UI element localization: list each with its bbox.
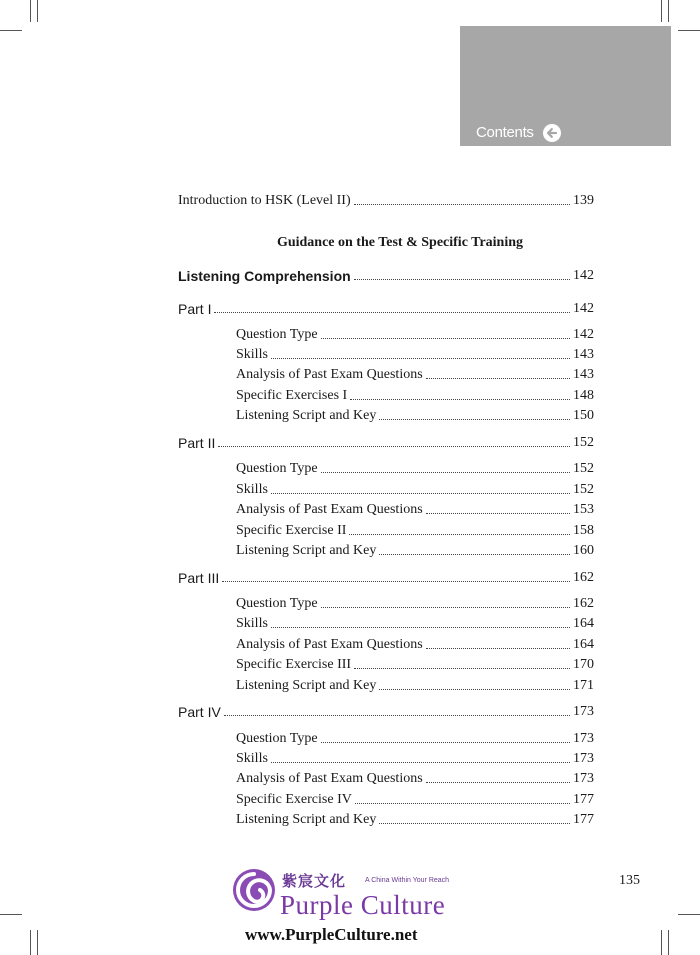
toc-part-title: Part II: [178, 435, 216, 451]
toc-item-page: 162: [573, 596, 594, 611]
section-heading: Guidance on the Test & Specific Training: [276, 235, 524, 250]
toc-listening-page: 142: [573, 268, 594, 283]
toc-part-page: 152: [573, 435, 594, 450]
dot-leader: [426, 648, 570, 649]
toc-item[interactable]: [236, 729, 594, 747]
toc-intro[interactable]: [178, 191, 594, 209]
dot-leader: [354, 204, 570, 205]
crop-mark: [668, 930, 669, 955]
crop-mark: [30, 930, 31, 955]
toc-item-page: 143: [573, 347, 594, 362]
dot-leader: [218, 446, 570, 447]
toc-part-page: 162: [573, 570, 594, 585]
dot-leader: [222, 581, 570, 582]
toc-item[interactable]: [236, 635, 594, 653]
toc-part[interactable]: [178, 433, 594, 451]
toc-item-title: Listening Script and Key: [236, 812, 377, 827]
toc-item-title: Listening Script and Key: [236, 543, 377, 558]
crop-mark: [0, 30, 22, 31]
toc-item-page: 170: [573, 657, 594, 672]
toc-item[interactable]: [236, 594, 594, 612]
logo-tagline: A China Within Your Reach: [365, 877, 450, 884]
toc-item[interactable]: [236, 406, 594, 424]
toc-part-title: Part I: [178, 301, 212, 317]
dot-leader: [321, 472, 570, 473]
back-arrow-icon[interactable]: [543, 124, 561, 142]
toc-item-page: 177: [573, 812, 594, 827]
toc-item[interactable]: [236, 769, 594, 787]
dot-leader: [379, 554, 570, 555]
toc-part-title: Part III: [178, 570, 220, 586]
toc-part-page: 142: [573, 301, 594, 316]
toc-item[interactable]: [236, 345, 594, 363]
toc-item[interactable]: [236, 386, 594, 404]
toc-item-title: Listening Script and Key: [236, 678, 377, 693]
toc-part[interactable]: [178, 299, 594, 317]
toc-item-title: Skills: [236, 482, 268, 497]
toc-item-title: Listening Script and Key: [236, 408, 377, 423]
toc-item[interactable]: [236, 325, 594, 343]
toc-item[interactable]: [236, 676, 594, 694]
dot-leader: [271, 358, 570, 359]
dot-leader: [321, 742, 570, 743]
dot-leader: [350, 399, 570, 400]
toc-intro-title: Introduction to HSK (Level II): [178, 193, 351, 208]
toc-item[interactable]: [236, 790, 594, 808]
toc-item-title: Analysis of Past Exam Questions: [236, 502, 423, 517]
dot-leader: [271, 627, 570, 628]
dot-leader: [349, 534, 570, 535]
toc-item-title: Specific Exercise II: [236, 523, 347, 538]
toc-item-page: 164: [573, 616, 594, 631]
toc-item[interactable]: [236, 480, 594, 498]
dot-leader: [321, 607, 570, 608]
toc-item[interactable]: [236, 749, 594, 767]
toc-item-title: Analysis of Past Exam Questions: [236, 637, 423, 652]
swirl-logo-icon: [230, 866, 278, 914]
page-number: 135: [619, 873, 640, 888]
toc-item-page: 142: [573, 327, 594, 342]
toc-item-title: Question Type: [236, 327, 318, 342]
dot-leader: [379, 689, 570, 690]
toc-item-title: Analysis of Past Exam Questions: [236, 771, 423, 786]
toc-item-page: 152: [573, 482, 594, 497]
toc-item-title: Question Type: [236, 461, 318, 476]
toc-part-title: Part IV: [178, 704, 221, 720]
toc-item-page: 173: [573, 731, 594, 746]
toc-item-page: 143: [573, 367, 594, 382]
toc-item[interactable]: [236, 655, 594, 673]
toc-item-title: Specific Exercise IV: [236, 792, 352, 807]
dot-leader: [379, 823, 570, 824]
toc-listening-title: Listening Comprehension: [178, 268, 351, 284]
dot-leader: [426, 513, 570, 514]
toc-item-page: 150: [573, 408, 594, 423]
toc-intro-page: 139: [573, 193, 594, 208]
toc-item-page: 177: [573, 792, 594, 807]
toc-item[interactable]: [236, 541, 594, 559]
dot-leader: [426, 782, 570, 783]
dot-leader: [271, 762, 570, 763]
toc-item-page: 158: [573, 523, 594, 538]
toc-item-page: 164: [573, 637, 594, 652]
toc-item-title: Specific Exercises I: [236, 388, 348, 403]
crop-mark: [661, 930, 662, 955]
logo-url[interactable]: www.PurpleCulture.net: [245, 925, 418, 944]
crop-mark: [678, 914, 700, 915]
toc-item[interactable]: [236, 810, 594, 828]
contents-label: Contents: [476, 124, 534, 141]
toc-item-title: Skills: [236, 347, 268, 362]
crop-mark: [0, 914, 22, 915]
dot-leader: [354, 668, 570, 669]
toc-item-title: Analysis of Past Exam Questions: [236, 367, 423, 382]
crop-mark: [661, 0, 662, 22]
crop-mark: [37, 0, 38, 22]
crop-mark: [37, 930, 38, 955]
toc-listening[interactable]: [178, 266, 594, 284]
toc-item-page: 160: [573, 543, 594, 558]
dot-leader: [426, 378, 570, 379]
toc-item-title: Skills: [236, 751, 268, 766]
toc-item-title: Specific Exercise III: [236, 657, 352, 672]
toc-item[interactable]: [236, 500, 594, 518]
toc-part[interactable]: [178, 702, 594, 720]
crop-mark: [678, 30, 700, 31]
dot-leader: [224, 715, 570, 716]
toc-item-page: 173: [573, 771, 594, 786]
toc-item-title: Skills: [236, 616, 268, 631]
dot-leader: [354, 279, 570, 280]
toc-item-page: 148: [573, 388, 594, 403]
dot-leader: [271, 493, 570, 494]
dot-leader: [355, 803, 570, 804]
dot-leader: [379, 419, 570, 420]
toc-item-page: 152: [573, 461, 594, 476]
dot-leader: [321, 338, 570, 339]
toc-item-page: 173: [573, 751, 594, 766]
dot-leader: [214, 312, 570, 313]
toc-item-page: 153: [573, 502, 594, 517]
logo-chinese-text: 紫宸文化: [282, 872, 347, 890]
toc-item[interactable]: [236, 614, 594, 632]
toc-item-title: Question Type: [236, 731, 318, 746]
toc-item-title: Question Type: [236, 596, 318, 611]
crop-mark: [30, 0, 31, 22]
toc-part-page: 173: [573, 704, 594, 719]
toc-item[interactable]: [236, 365, 594, 383]
toc-item-page: 171: [573, 678, 594, 693]
crop-mark: [668, 0, 669, 22]
toc-part[interactable]: [178, 568, 594, 586]
logo-name: Purple Culture: [280, 890, 446, 920]
toc-item[interactable]: [236, 459, 594, 477]
toc-item[interactable]: [236, 521, 594, 539]
purple-culture-logo: [225, 862, 485, 952]
